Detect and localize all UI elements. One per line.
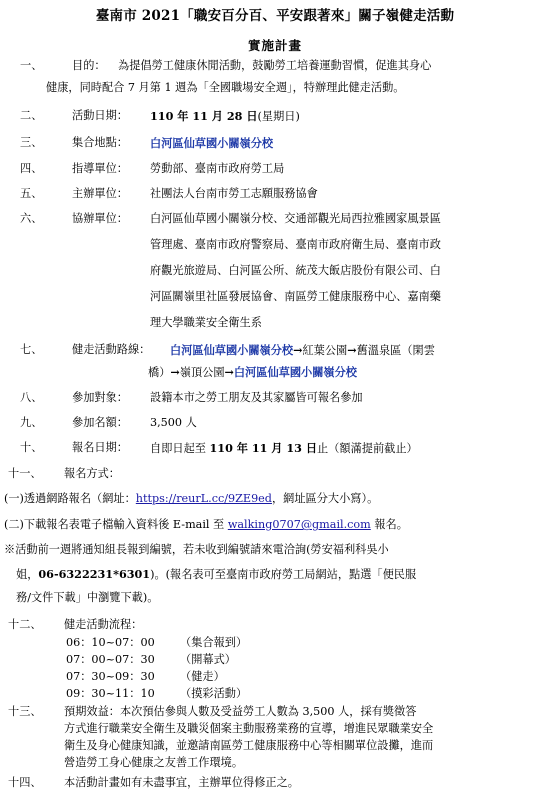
section-value (150, 437, 418, 460)
section-number: 十一、 (8, 467, 42, 480)
section-label: 目的： (72, 59, 106, 72)
section-label: 報名日期： (72, 441, 128, 454)
section-number: 一、 (20, 59, 43, 72)
schedule-desc: （集合報到） (180, 636, 248, 649)
section-value (150, 105, 300, 128)
section-purpose-continued: 健康，同時配合 7 月第 1 週為「全國職場安全週」，特辦理此健走活動。 (46, 81, 405, 94)
registration-note-line: 務/文件下載」中瀏覽下載)。 (16, 591, 159, 604)
route-line-2 (148, 361, 357, 384)
schedule-time: 09：30~11：10 (66, 687, 155, 700)
route-point: 橋） (148, 366, 171, 379)
note-text: )。(報名表可至臺南市政府勞工局網站，點選「便民服 (150, 568, 417, 581)
benefits-line: 預期效益：本次預估參與人數及受益勞工人數為 3,500 人，採有獎徵答 (64, 705, 417, 718)
section-number: 十三、 (8, 705, 42, 718)
registration-note-line (16, 563, 416, 586)
event-weekday: (星期日) (257, 110, 300, 123)
section-label: 主辦單位： (72, 187, 128, 200)
amendment-text: 本活動計畫如有未盡事宜，主辦單位得修正之。 (64, 776, 299, 789)
schedule-time: 06：10~07：00 (66, 636, 155, 649)
benefits-line: 營造勞工身心健康之友善工作環境。 (64, 756, 244, 769)
section-value: 社團法人台南市勞工志願服務協會 (150, 187, 318, 200)
document-title: 臺南市 2021「職安百分百、平安跟著來」關子嶺健走活動 (95, 8, 455, 24)
schedule-desc: （健走） (180, 670, 225, 683)
section-number: 九、 (20, 416, 43, 429)
section-number: 六、 (20, 212, 43, 225)
method-text: (一)透過網路報名（網址： (4, 492, 136, 505)
section-number: 八、 (20, 391, 43, 404)
section-label: 參加對象： (72, 391, 128, 404)
co-organizers-line: 白河區仙草國小關嶺分校、交通部觀光局西拉雅國家風景區 (150, 212, 441, 225)
method-text: (二)下載報名表電子檔輸入資料後 E-mail 至 (4, 518, 228, 531)
registration-deadline: 110 年 11 月 13 日 (209, 441, 318, 455)
route-arrow: → (224, 365, 234, 379)
route-point: 紅葉公園 (302, 344, 348, 357)
section-label: 健走活動路線： (72, 343, 151, 356)
registration-method-email (4, 514, 408, 536)
event-date: 110 年 11 月 28 日 (150, 109, 258, 123)
section-number: 五、 (20, 187, 43, 200)
section-number: 二、 (20, 109, 43, 122)
section-number: 四、 (20, 162, 43, 175)
route-point: 舊溫泉區（閑雲 (356, 344, 435, 357)
section-label: 指導單位： (72, 162, 128, 175)
route-start: 白河區仙草國小關嶺分校 (170, 343, 294, 357)
route-arrow: → (293, 343, 303, 357)
co-organizers-line: 理大學職業安全衛生系 (150, 316, 262, 329)
registration-suffix: 止（額滿提前截止） (317, 442, 418, 455)
contact-phone: 06-6322231*6301 (38, 567, 151, 581)
section-label: 活動日期： (72, 109, 128, 122)
benefits-line: 衛生及身心健康知識，並邀請南區勞工健康服務中心等相關單位設攤，進而 (64, 739, 434, 752)
co-organizers-line: 河區關嶺里社區發展協會、南區勞工健康服務中心、嘉南藥 (150, 290, 441, 303)
meeting-place-value: 白河區仙草國小關嶺分校 (150, 136, 274, 150)
section-number: 十四、 (8, 776, 42, 789)
section-value: 3,500 人 (150, 416, 197, 429)
section-label: 集合地點： (72, 136, 128, 149)
section-number: 十、 (20, 441, 43, 454)
method-text: 報名。 (370, 518, 408, 531)
section-number: 三、 (20, 136, 43, 149)
document-subtitle: 實施計畫 (247, 38, 302, 53)
schedule-time: 07：30~09：30 (66, 670, 155, 683)
route-arrow: → (170, 365, 180, 379)
registration-prefix: 自即日起至 (150, 442, 210, 455)
schedule-desc: （摸彩活動） (180, 687, 248, 700)
note-text: 姐， (16, 568, 39, 581)
registration-method-online (4, 488, 378, 510)
registration-url-link[interactable]: https://reurL.cc/9ZE9ed (135, 492, 272, 505)
section-label: 參加名額： (72, 416, 128, 429)
schedule-time: 07：00~07：30 (66, 653, 155, 666)
section-number: 十二、 (8, 618, 42, 631)
schedule-desc: （開幕式） (180, 653, 236, 666)
section-label: 協辦單位： (72, 212, 128, 225)
registration-note-line: ※活動前一週將通知組長報到編號，若未收到編號請來電洽詢(勞安福利科吳小 (4, 543, 389, 556)
section-value: 勞動部、臺南市政府勞工局 (150, 162, 285, 175)
route-point: 嶺頂公園 (179, 366, 225, 379)
co-organizers-line: 管理處、臺南市政府警察局、臺南市政府衛生局、臺南市政 (150, 238, 441, 251)
route-arrow: → (347, 343, 357, 357)
method-text: ，網址區分大小寫）。 (271, 492, 379, 505)
benefits-line: 方式進行職業安全衛生及職災個案主動服務業務的宣導，增進民眾職業安全 (64, 722, 434, 735)
section-text: 為提倡勞工健康休閒活動，鼓勵勞工培養運動習慣，促進其身心 (118, 59, 432, 72)
section-number: 七、 (20, 343, 43, 356)
route-line-1 (170, 339, 435, 362)
section-label: 健走活動流程： (64, 618, 143, 631)
route-end: 白河區仙草國小關嶺分校 (233, 365, 357, 379)
section-label: 報名方式： (64, 467, 120, 480)
co-organizers-line: 府觀光旅遊局、白河區公所、統茂大飯店股份有限公司、白 (150, 264, 441, 277)
section-value: 設籍本市之勞工朋友及其家屬皆可報名參加 (150, 391, 363, 404)
registration-email-link[interactable]: walking0707@gmail.com (227, 518, 371, 531)
